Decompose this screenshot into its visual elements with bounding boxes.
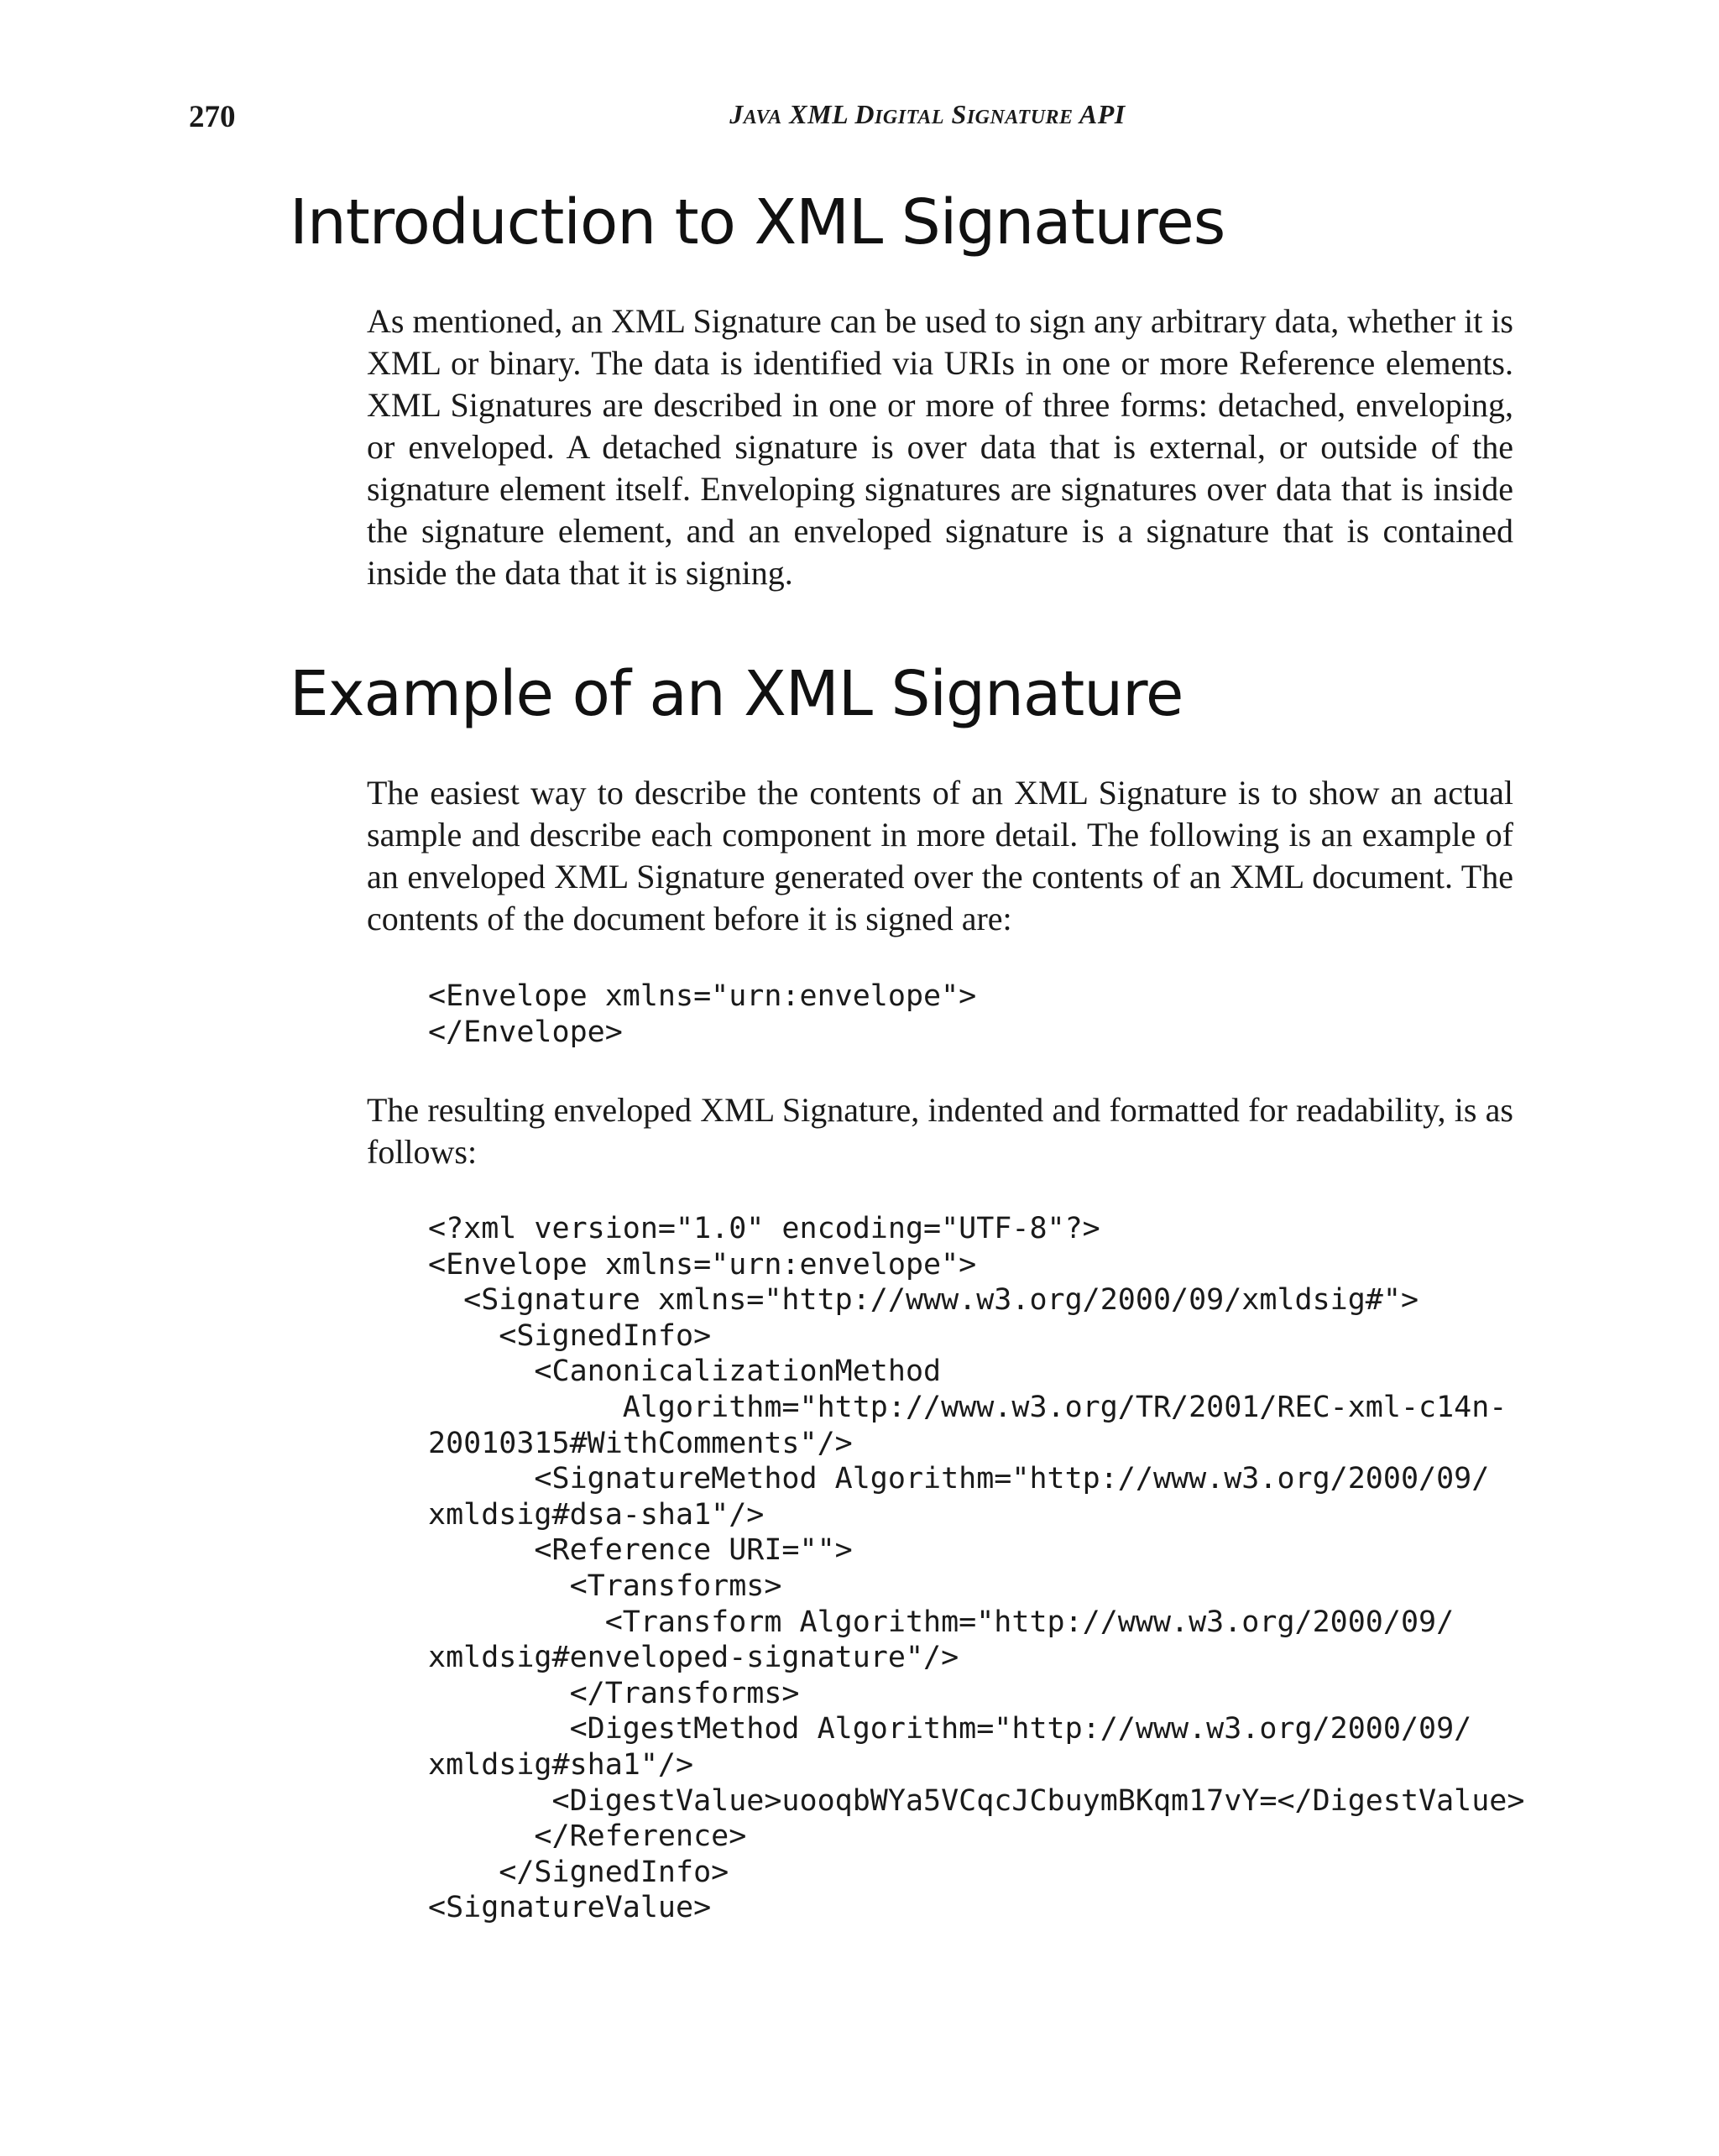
section-heading-introduction: Introduction to XML Signatures [290,186,1225,258]
running-title-part: J [729,99,744,129]
running-title-part: IGNATURE [966,107,1074,128]
intro-paragraph: As mentioned, an XML Signature can be used to sign any arbitrary data, whether it is XML or binary. The data is identified via URIs in one or more Reference elements. XML Signatures are described in one or more of three forms: detached, enveloping, or enveloped. A detached signature is over data that is external, or outside of the signature element itself. Enveloping signatures are signatures over data that is inside the signature element, and an enveloped signature is a signature that is contained inside the data that it is signing. [367,302,1513,592]
code-listing-signature: <?xml version="1.0" encoding="UTF-8"?> <Envelope xmlns="urn:envelope"> <Signature xmlns="http://www.w3.org/2000/09/xmldsig#"> <SignedInfo> <CanonicalizationMethod Algorithm="http://www.w3.org/TR/2001/REC-xml-c14n- 20010315#WithComments"/> <SignatureMethod Algorithm="http://www.w3.org/2000/09/ xmldsig#dsa-sha1"/> <Reference URI=""> <Transforms> <Transform Algorithm="http://www.w3.org/2000/09/ xmldsig#enveloped-signature"/> </Transforms> <DigestMethod Algorithm="http://www.w3.org/2000/09/ xmldsig#sha1"/> <DigestValue>uooqbWYa5VCqcJCbuymBKqm17vY=</DigestValue> </Reference> </SignedInfo> <SignatureValue> [428,1212,1525,1925]
resulting-signature-paragraph: The resulting enveloped XML Signature, indented and formatted for readability, is as follows: [367,1091,1513,1171]
page-number: 270 [189,100,236,134]
example-paragraph: The easiest way to describe the contents of an XML Signature is to show an actual sample and describe each component in more detail. The following is an example of an enveloped XML Signature generated over the contents of an XML document. The contents of the document before it is signed are: [367,774,1513,937]
running-head [189,99,1532,141]
running-title-part: AVA [743,107,782,128]
running-title-part: S [944,99,967,129]
running-title-part: XML D [781,99,875,129]
running-title-part: API [1073,99,1126,129]
running-title [609,99,1246,130]
code-listing-envelope: <Envelope xmlns="urn:envelope"> </Envelope> [428,979,977,1049]
running-title-part: IGITAL [875,107,945,128]
section-heading-example: Example of an XML Signature [290,658,1183,730]
